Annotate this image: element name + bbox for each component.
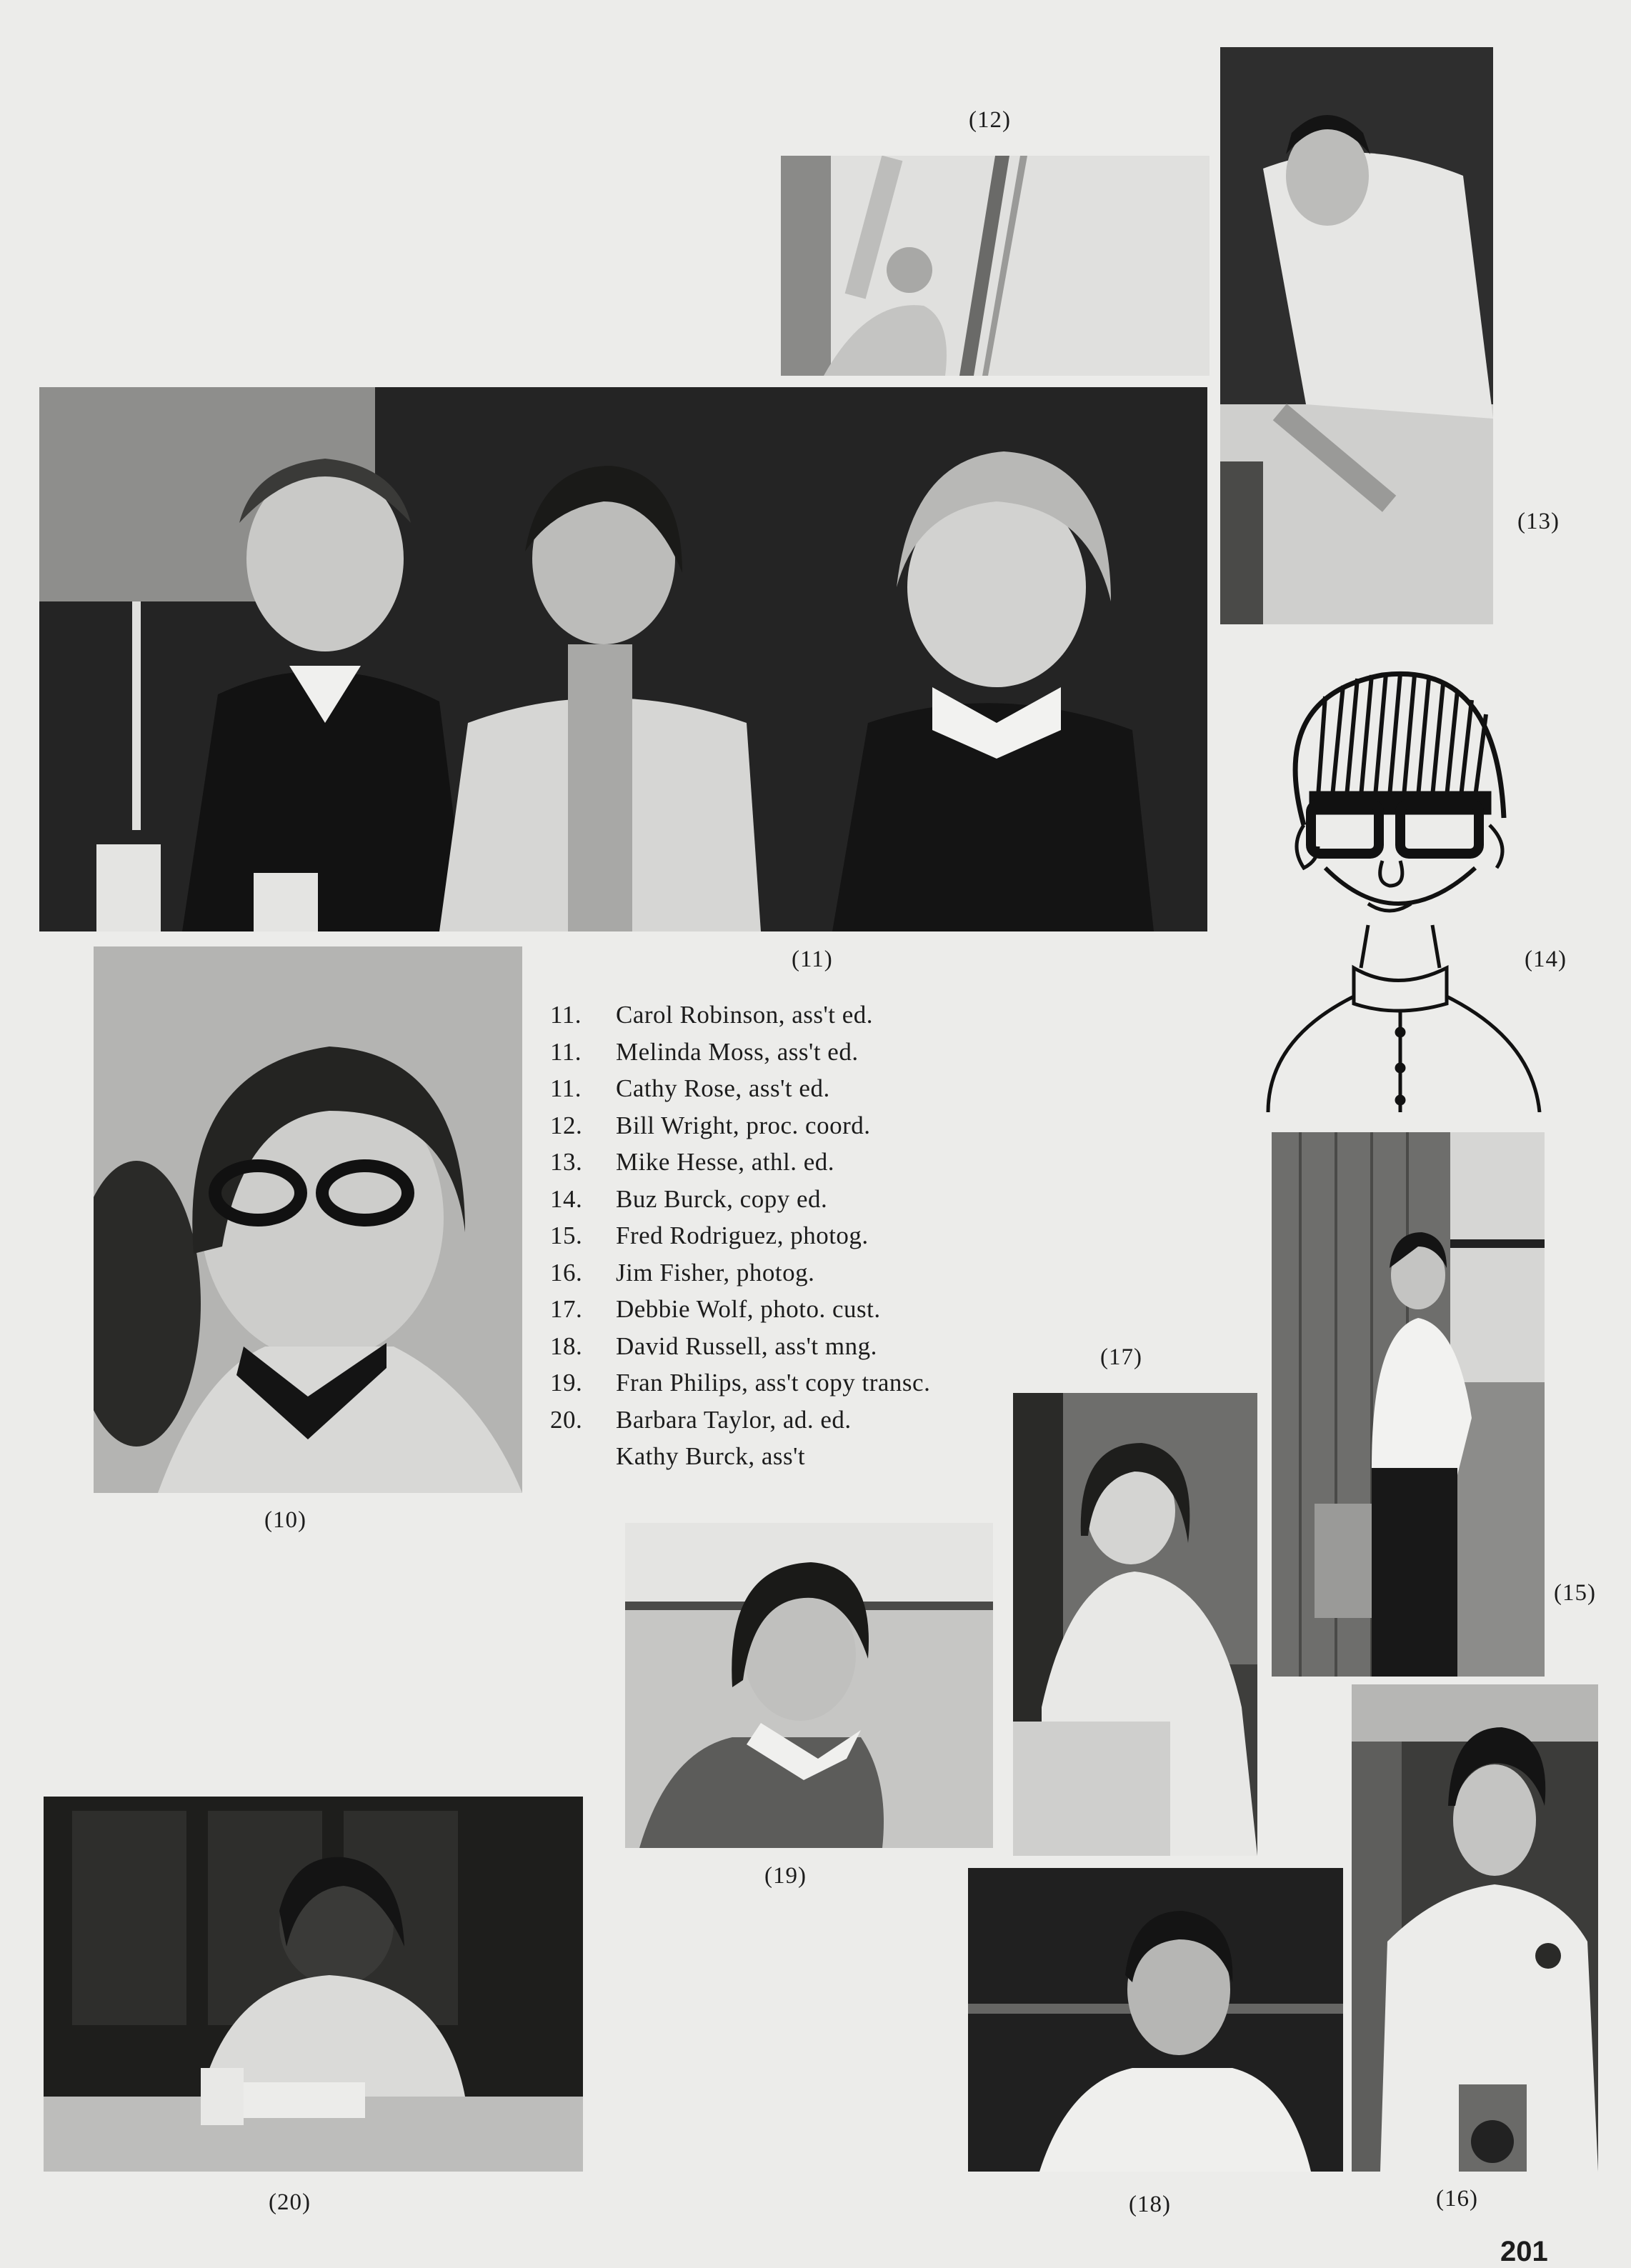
photo-12-bill-wright — [781, 156, 1209, 376]
staff-entry: 11. Melinda Moss, ass't ed. — [550, 1037, 859, 1066]
photo-19-fran-philips — [625, 1523, 993, 1848]
caption-18: (18) — [1129, 2192, 1171, 2217]
staff-entry: 14. Buz Burck, copy ed. — [550, 1184, 828, 1213]
caption-17: (17) — [1100, 1344, 1142, 1370]
photo-15-fred-rodriguez — [1272, 1132, 1545, 1677]
photo-18-david-russell — [968, 1868, 1343, 2172]
staff-entry: 11. Cathy Rose, ass't ed. — [550, 1074, 830, 1102]
caption-15: (15) — [1554, 1580, 1596, 1606]
staff-entry: 15. Fred Rodriguez, photog. — [550, 1222, 869, 1249]
caption-10: (10) — [264, 1507, 306, 1533]
page-number: 201 — [1500, 2236, 1548, 2267]
staff-entry: 19. Fran Philips, ass't copy transc. — [550, 1369, 931, 1397]
cartoon-14-buz-burck — [1240, 632, 1554, 1112]
caption-13: (13) — [1517, 509, 1560, 534]
staff-entry: 16. Jim Fisher, photog. — [550, 1258, 815, 1287]
photo-16-jim-fisher — [1352, 1684, 1598, 2172]
staff-entry: 11. Carol Robinson, ass't ed. — [550, 1001, 874, 1029]
photo-20-barbara-taylor — [44, 1797, 583, 2172]
caption-14: (14) — [1525, 946, 1567, 972]
staff-entry: 17. Debbie Wolf, photo. cust. — [550, 1295, 881, 1323]
caption-19: (19) — [764, 1863, 807, 1889]
caption-12: (12) — [969, 107, 1011, 133]
staff-entry: Kathy Burck, ass't — [616, 1442, 806, 1470]
staff-entry: 20. Barbara Taylor, ad. ed. — [550, 1405, 852, 1434]
caption-16: (16) — [1436, 2186, 1478, 2212]
staff-list — [550, 996, 930, 1475]
photo-11-three-assistant-editors — [39, 387, 1207, 931]
caption-20: (20) — [269, 2189, 311, 2215]
staff-entry: 13. Mike Hesse, athl. ed. — [550, 1148, 834, 1176]
photo-10-portrait — [94, 946, 522, 1493]
photo-13-mike-hesse — [1220, 47, 1493, 624]
staff-entry: 12. Bill Wright, proc. coord. — [550, 1111, 871, 1139]
staff-entry: 18. David Russell, ass't mng. — [550, 1332, 877, 1360]
caption-11: (11) — [792, 946, 833, 972]
photo-17-debbie-wolf — [1013, 1393, 1257, 1856]
